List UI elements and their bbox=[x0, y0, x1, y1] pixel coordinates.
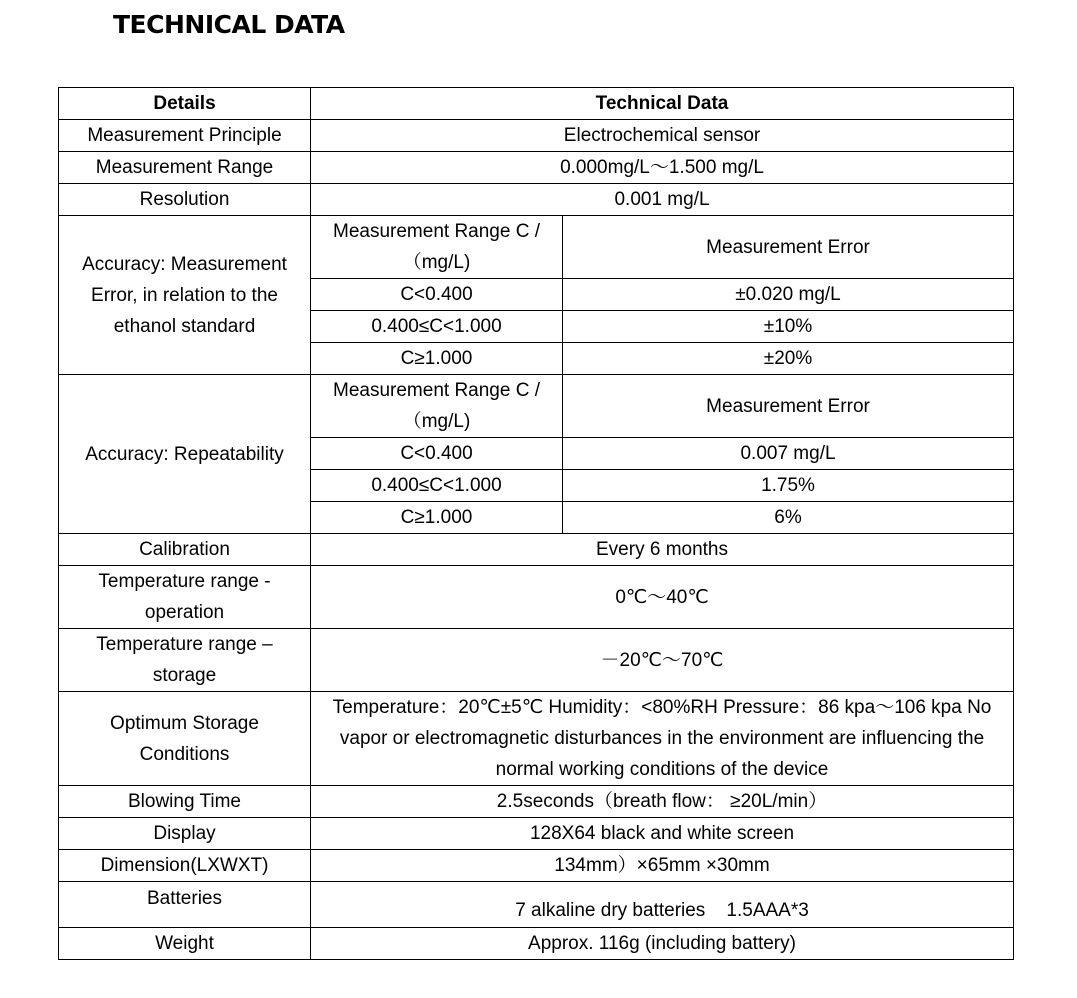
row-label: Temperature range - operation bbox=[59, 566, 311, 629]
table-row bbox=[59, 882, 1014, 928]
table-row bbox=[59, 629, 1014, 692]
table-row bbox=[59, 152, 1014, 184]
sub-range: C<0.400 bbox=[311, 438, 563, 470]
sub-error: ±0.020 mg/L bbox=[563, 279, 1014, 311]
table-row bbox=[59, 928, 1014, 960]
table-header-row bbox=[59, 88, 1014, 120]
sub-range: C<0.400 bbox=[311, 279, 563, 311]
page-title: TECHNICAL DATA bbox=[113, 10, 345, 39]
row-label: Accuracy: Repeatability bbox=[59, 375, 311, 534]
row-value: 0.001 mg/L bbox=[311, 184, 1014, 216]
row-label bbox=[59, 882, 311, 928]
table-row bbox=[59, 786, 1014, 818]
row-value: 134mm）×65mm ×30mm bbox=[311, 850, 1014, 882]
row-value: Electrochemical sensor bbox=[311, 120, 1014, 152]
row-label: Measurement Range bbox=[59, 152, 311, 184]
sub-error: 1.75% bbox=[563, 470, 1014, 502]
sub-error: 6% bbox=[563, 502, 1014, 534]
row-label: Resolution bbox=[59, 184, 311, 216]
sub-header-range: Measurement Range C /（mg/L) bbox=[311, 216, 563, 279]
row-value: 2.5seconds（breath flow： ≥20L/min） bbox=[311, 786, 1014, 818]
row-value: 0℃～40℃ bbox=[311, 566, 1014, 629]
sub-header-error: Measurement Error bbox=[563, 216, 1014, 279]
row-label: Accuracy: Measurement Error, in relation to the ethanol standard bbox=[59, 216, 311, 375]
row-value: Approx. 116g (including battery) bbox=[311, 928, 1014, 960]
row-label: Blowing Time bbox=[59, 786, 311, 818]
row-value: Temperature：20℃±5℃ Humidity：<80%RH Pressure：86 kpa～106 kpa No vapor or electromagnetic disturbances in the environment are influencing the normal working conditions of the device bbox=[311, 692, 1014, 786]
table-row bbox=[59, 850, 1014, 882]
table-row bbox=[59, 692, 1014, 786]
sub-range: C≥1.000 bbox=[311, 502, 563, 534]
sub-range: C≥1.000 bbox=[311, 343, 563, 375]
header-technical-data: Technical Data bbox=[311, 88, 1014, 120]
table-row bbox=[59, 818, 1014, 850]
sub-error: ±10% bbox=[563, 311, 1014, 343]
batteries-value: 7 alkaline dry batteries 1.5AAA*3 bbox=[515, 900, 809, 921]
row-label: Weight bbox=[59, 928, 311, 960]
sub-header-range: Measurement Range C /（mg/L) bbox=[311, 375, 563, 438]
sub-range: 0.400≤C<1.000 bbox=[311, 470, 563, 502]
row-label: Dimension(LXWXT) bbox=[59, 850, 311, 882]
sub-error: 0.007 mg/L bbox=[563, 438, 1014, 470]
row-label: Measurement Principle bbox=[59, 120, 311, 152]
row-label: Temperature range – storage bbox=[59, 629, 311, 692]
table-row bbox=[59, 375, 1014, 438]
row-label: Optimum Storage Conditions bbox=[59, 692, 311, 786]
header-details: Details bbox=[59, 88, 311, 120]
batteries-label: Batteries bbox=[147, 888, 222, 909]
row-value bbox=[311, 882, 1014, 928]
sub-range: 0.400≤C<1.000 bbox=[311, 311, 563, 343]
row-value: －20℃～70℃ bbox=[311, 629, 1014, 692]
sub-error: ±20% bbox=[563, 343, 1014, 375]
technical-data-table bbox=[58, 87, 1014, 960]
table-row bbox=[59, 216, 1014, 279]
row-value: Every 6 months bbox=[311, 534, 1014, 566]
row-value: 128X64 black and white screen bbox=[311, 818, 1014, 850]
sub-header-error: Measurement Error bbox=[563, 375, 1014, 438]
table-row bbox=[59, 566, 1014, 629]
table-row bbox=[59, 534, 1014, 566]
row-label: Calibration bbox=[59, 534, 311, 566]
row-value: 0.000mg/L～1.500 mg/L bbox=[311, 152, 1014, 184]
row-label: Display bbox=[59, 818, 311, 850]
table-row bbox=[59, 184, 1014, 216]
table-row bbox=[59, 120, 1014, 152]
